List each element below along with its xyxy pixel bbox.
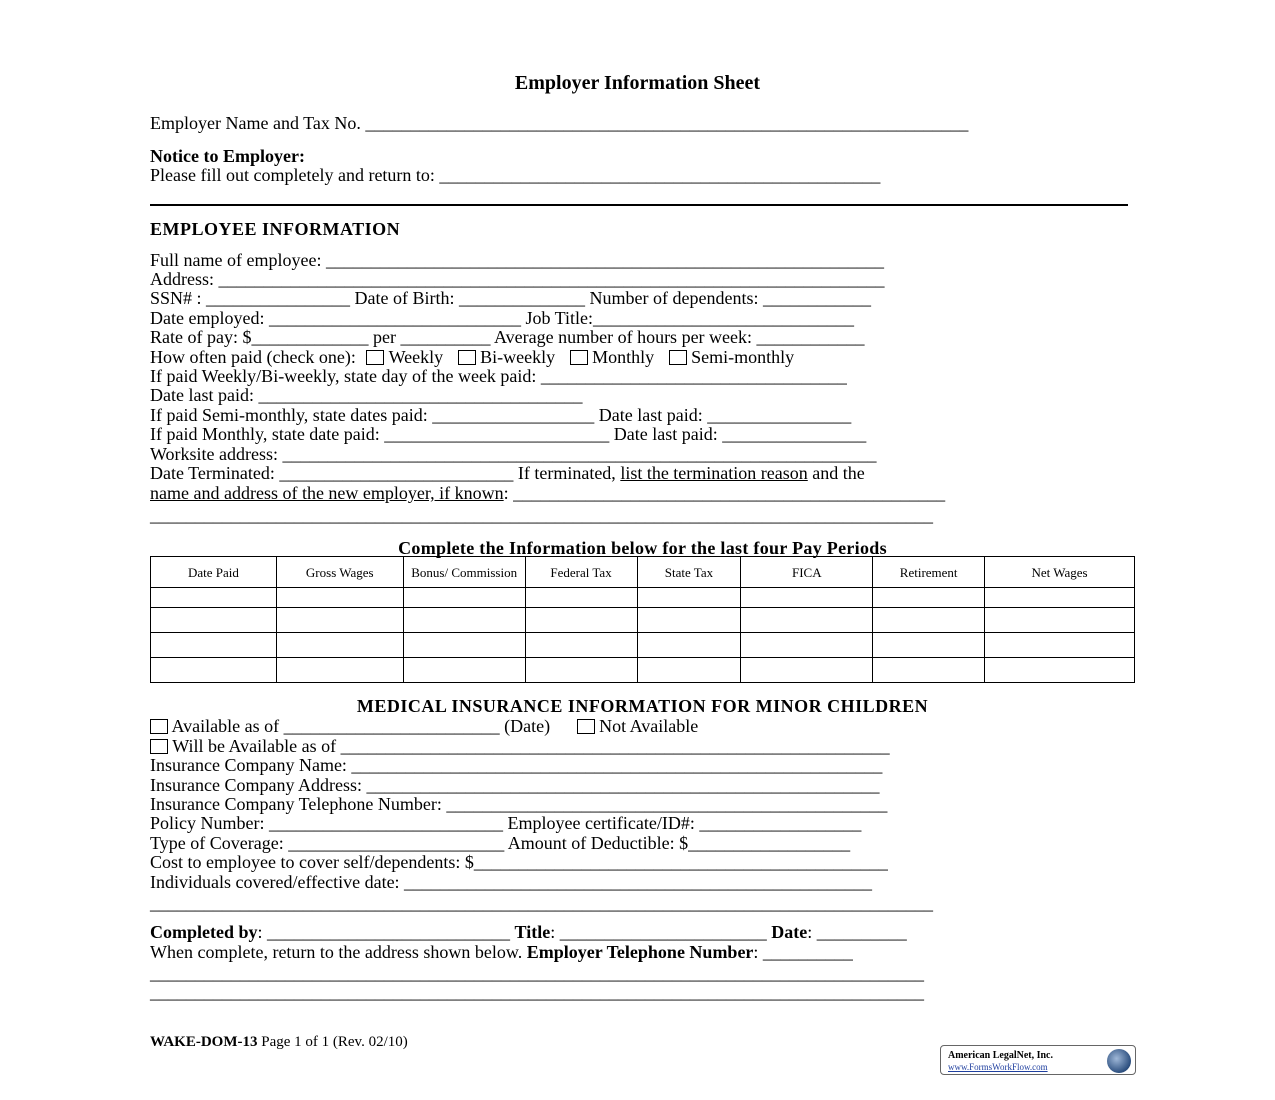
col-retirement: Retirement: [873, 557, 985, 588]
policy-number-field[interactable]: Policy Number: __________________________ Employee certificate/ID#: __________________: [150, 813, 862, 833]
table-row: [151, 633, 1135, 658]
table-cell[interactable]: [741, 658, 873, 683]
table-row: [151, 658, 1135, 683]
col-date-paid: Date Paid: [151, 557, 277, 588]
col-state-tax: State Tax: [637, 557, 741, 588]
monthly-field[interactable]: If paid Monthly, state date paid: _________________________ Date last paid: ________________: [150, 424, 867, 444]
pay-frequency-row: [150, 347, 794, 367]
will-be-row: [150, 736, 890, 756]
page-info: Page 1 of 1 (Rev. 02/10): [261, 1034, 408, 1050]
table-cell[interactable]: [873, 633, 985, 658]
table-cell[interactable]: [525, 658, 637, 683]
phone-field[interactable]: : __________: [753, 942, 853, 962]
form-id: WAKE-DOM-13: [150, 1034, 258, 1050]
rate-of-pay-field[interactable]: Rate of pay: $_____________ per __________ Average number of hours per week: ____________: [150, 327, 865, 347]
table-cell[interactable]: [985, 608, 1135, 633]
biweekly-label: Bi-weekly: [480, 347, 556, 367]
not-available-label: Not Available: [599, 716, 699, 736]
col-bonus-commission: Bonus/ Commission: [403, 557, 525, 588]
col-fica: FICA: [741, 557, 873, 588]
return-text: When complete, return to the address shown below.: [150, 942, 523, 962]
not-available-checkbox[interactable]: [577, 719, 595, 734]
will-be-available-field[interactable]: Will be Available as of _____________________________________________________________: [172, 736, 890, 756]
monthly-label: Monthly: [592, 347, 655, 367]
section-divider: [150, 204, 1128, 206]
table-cell[interactable]: [276, 633, 403, 658]
semi-monthly-field[interactable]: If paid Semi-monthly, state dates paid: __________________ Date last paid: ________________: [150, 405, 852, 425]
notice-heading: Notice to Employer:: [150, 146, 305, 166]
table-cell[interactable]: [637, 588, 741, 608]
logo-url[interactable]: www.FormsWorkFlow.com: [948, 1062, 1048, 1072]
weekly-label: Weekly: [388, 347, 444, 367]
insurance-name-field[interactable]: Insurance Company Name: ___________________________________________________________: [150, 755, 883, 775]
and-the-text: and the: [812, 463, 865, 483]
table-cell[interactable]: [637, 633, 741, 658]
new-employer-row: [150, 483, 945, 503]
table-cell[interactable]: [637, 658, 741, 683]
return-row: [150, 942, 853, 962]
completed-by-row: [150, 922, 907, 942]
table-cell[interactable]: [525, 608, 637, 633]
table-cell[interactable]: [985, 633, 1135, 658]
title-label: Title: [514, 922, 551, 942]
phone-label: Employer Telephone Number: [526, 942, 754, 962]
table-cell[interactable]: [525, 633, 637, 658]
cost-field[interactable]: Cost to employee to cover self/dependents: $______________________________________________: [150, 852, 888, 872]
completed-by-field[interactable]: : ___________________________: [257, 922, 511, 942]
available-row: [150, 716, 698, 736]
table-cell[interactable]: [525, 588, 637, 608]
medical-section-heading: MEDICAL INSURANCE INFORMATION FOR MINOR CHILDREN: [356, 696, 929, 716]
table-cell[interactable]: [276, 608, 403, 633]
table-cell[interactable]: [873, 588, 985, 608]
date-last-paid-field[interactable]: Date last paid: ____________________________________: [150, 385, 583, 405]
full-name-field[interactable]: Full name of employee: ______________________________________________________________: [150, 250, 884, 270]
american-legalnet-logo: [940, 1045, 1136, 1075]
table-row: [151, 608, 1135, 633]
table-cell[interactable]: [741, 633, 873, 658]
will-be-available-checkbox[interactable]: [150, 739, 168, 754]
table-cell[interactable]: [985, 588, 1135, 608]
semimonthly-label: Semi-monthly: [691, 347, 795, 367]
employer-name-line[interactable]: Employer Name and Tax No. ___________________________________________________________________: [150, 113, 969, 133]
form-footer: [150, 1034, 408, 1051]
date-terminated-field[interactable]: Date Terminated: __________________________ If terminated,: [150, 463, 616, 483]
date-terminated-row: [150, 463, 865, 483]
available-field[interactable]: Available as of ________________________ (Date): [171, 716, 551, 736]
extra-blank-line[interactable]: _______________________________________________________________________________________: [150, 505, 933, 525]
table-cell[interactable]: [873, 608, 985, 633]
date-field[interactable]: : __________: [807, 922, 907, 942]
table-cell[interactable]: [151, 608, 277, 633]
table-cell[interactable]: [403, 633, 525, 658]
table-cell[interactable]: [276, 588, 403, 608]
employee-section-heading: EMPLOYEE INFORMATION: [150, 219, 401, 239]
page-title: Employer Information Sheet: [514, 72, 761, 94]
table-row: [151, 588, 1135, 608]
new-employer-text: name and address of the new employer, if known: [150, 483, 504, 503]
table-header-row: [151, 557, 1135, 588]
pay-frequency-label: How often paid (check one):: [150, 347, 356, 367]
date-employed-field[interactable]: Date employed: ____________________________ Job Title:_____________________________: [150, 308, 854, 328]
table-cell[interactable]: [985, 658, 1135, 683]
col-federal-tax: Federal Tax: [525, 557, 637, 588]
insurance-phone-field[interactable]: Insurance Company Telephone Number: _________________________________________________: [150, 794, 888, 814]
table-cell[interactable]: [151, 658, 277, 683]
table-cell[interactable]: [151, 588, 277, 608]
table-cell[interactable]: [637, 608, 741, 633]
weekly-day-field[interactable]: If paid Weekly/Bi-weekly, state day of the week paid: __________________________________: [150, 366, 847, 386]
return-blank-line-2[interactable]: ______________________________________________________________________________________: [150, 982, 924, 1002]
col-gross-wages: Gross Wages: [276, 557, 403, 588]
insurance-address-field[interactable]: Insurance Company Address: _________________________________________________________: [150, 775, 880, 795]
title-field[interactable]: : _______________________: [550, 922, 767, 942]
new-employer-field[interactable]: : ________________________________________________: [503, 483, 946, 503]
table-cell[interactable]: [151, 633, 277, 658]
biweekly-checkbox[interactable]: [458, 350, 476, 365]
table-cell[interactable]: [873, 658, 985, 683]
table-cell[interactable]: [403, 588, 525, 608]
coverage-type-field[interactable]: Type of Coverage: ________________________ Amount of Deductible: $__________________: [150, 833, 851, 853]
worksite-field[interactable]: Worksite address: __________________________________________________________________: [150, 444, 877, 464]
col-net-wages: Net Wages: [985, 557, 1135, 588]
table-cell[interactable]: [403, 658, 525, 683]
table-cell[interactable]: [741, 588, 873, 608]
termination-reason-text: list the termination reason: [620, 463, 808, 483]
table-cell[interactable]: [276, 658, 403, 683]
address-field[interactable]: Address: __________________________________________________________________________: [150, 269, 885, 289]
ssn-dob-dependents-field[interactable]: SSN# : ________________ Date of Birth: ______________ Number of dependents: ____________: [150, 288, 871, 308]
pay-table-caption: Complete the Information below for the last four Pay Periods: [398, 538, 887, 558]
logo-name: American LegalNet, Inc.: [948, 1050, 1053, 1061]
monthly-checkbox[interactable]: [570, 350, 588, 365]
semimonthly-checkbox[interactable]: [669, 350, 687, 365]
date-label: Date: [771, 922, 808, 942]
medical-blank-line[interactable]: _______________________________________________________________________________________: [150, 893, 933, 913]
weekly-checkbox[interactable]: [366, 350, 384, 365]
individuals-covered-field[interactable]: Individuals covered/effective date: ____________________________________________________: [150, 872, 873, 892]
return-to-line[interactable]: Please fill out completely and return to: _________________________________________________: [150, 165, 881, 185]
completed-by-label: Completed by: [150, 922, 258, 942]
table-cell[interactable]: [741, 608, 873, 633]
return-blank-line-1[interactable]: ______________________________________________________________________________________: [150, 963, 924, 983]
table-cell[interactable]: [403, 608, 525, 633]
available-checkbox[interactable]: [150, 719, 168, 734]
globe-icon: [1107, 1049, 1131, 1073]
pay-periods-table: [150, 556, 1135, 683]
